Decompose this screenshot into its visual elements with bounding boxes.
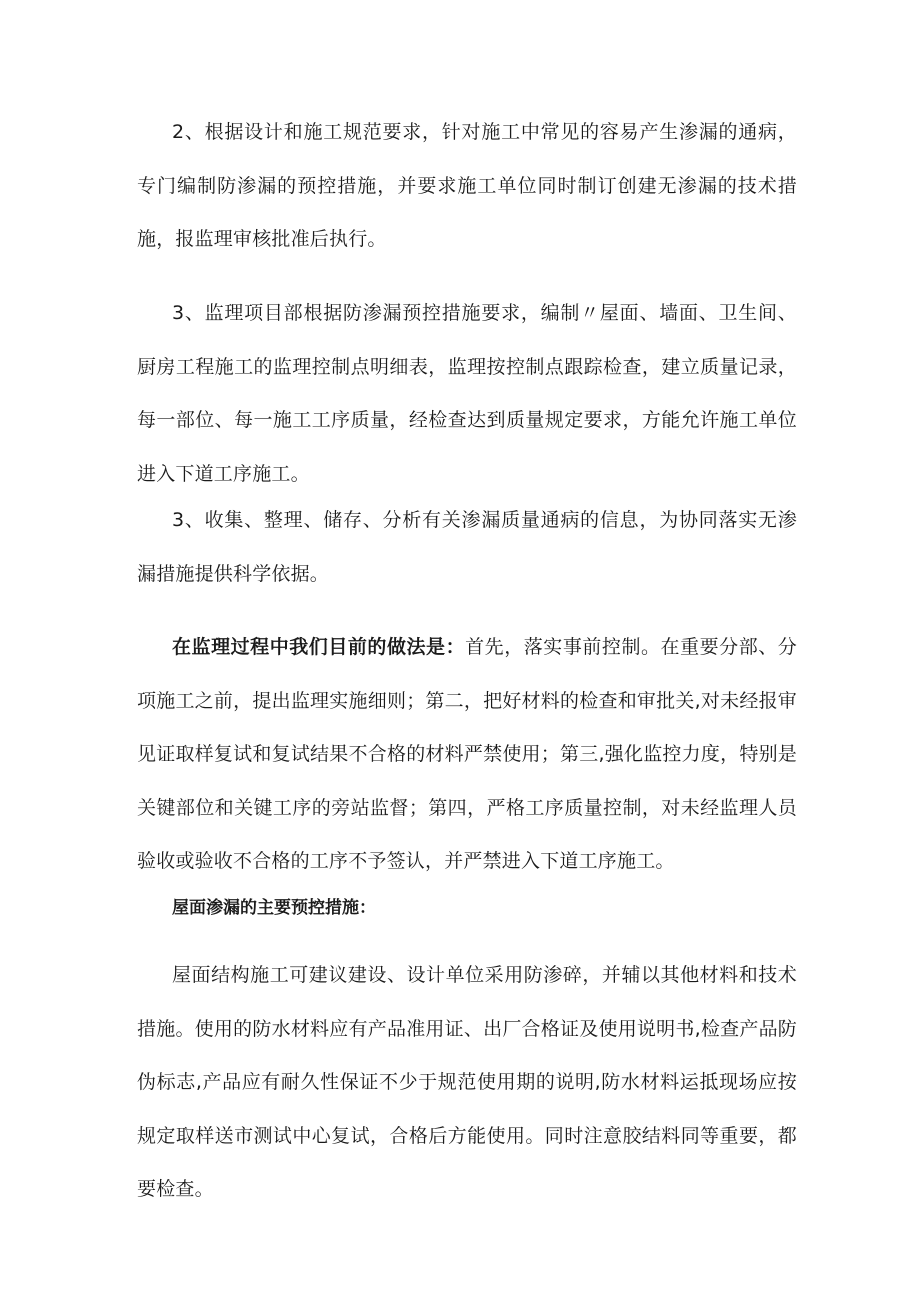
section-heading-roof: 屋面渗漏的主要预控措施：	[172, 898, 376, 918]
paragraph-lead-text: 在监理过程中我们目前的做法是：	[172, 636, 466, 658]
paragraph-information: 3、收集、整理、储存、分析有关渗漏质量通病的信息，为协同落实无渗漏措施提供科学依据。	[137, 509, 797, 585]
paragraph-body-text: 首先，落实事前控制。在重要分部、分项施工之前，提出监理实施细则；第二，把好材料的检查和审批关,对未经报审见证取样复试和复试结果不合格的材料严禁使用；第三,强化监控力度，特别是关键部位和关键工序的旁站监督；第四，严格工序质量控制，对未经监理人员验收或验收不合格的工序不予签认，并严禁进入下道工序施工。	[137, 636, 797, 872]
paragraph-control-points: 3、监理项目部根据防渗漏预控措施要求，编制〃屋面、墙面、卫生间、厨房工程施工的监理控制点明细表，监理按控制点跟踪检查，建立质量记录，每一部位、每一施工工序质量，经检查达到质量规定要求，方能允许施工单位进入下道工序施工。	[137, 302, 797, 485]
paragraph-design-spec: 2、根据设计和施工规范要求，针对施工中常见的容易产生渗漏的通病，专门编制防渗漏的预控措施，并要求施工单位同时制订创建无渗漏的技术措施，报监理审核批准后执行。	[137, 121, 797, 250]
paragraph-roof-measures: 屋面结构施工可建议建设、设计单位采用防渗碎，并辅以其他材料和技术措施。使用的防水材料应有产品准用证、出厂合格证及使用说明书,检查产品防伪标志,产品应有耐久性保证不少于规范使用期的说明,防水材料运抵现场应按规定取样送市测试中心复试，合格后方能使用。同时注意胶结料同等重要，都要检查。	[137, 964, 797, 1200]
paragraph-supervision-practice	[137, 621, 797, 889]
